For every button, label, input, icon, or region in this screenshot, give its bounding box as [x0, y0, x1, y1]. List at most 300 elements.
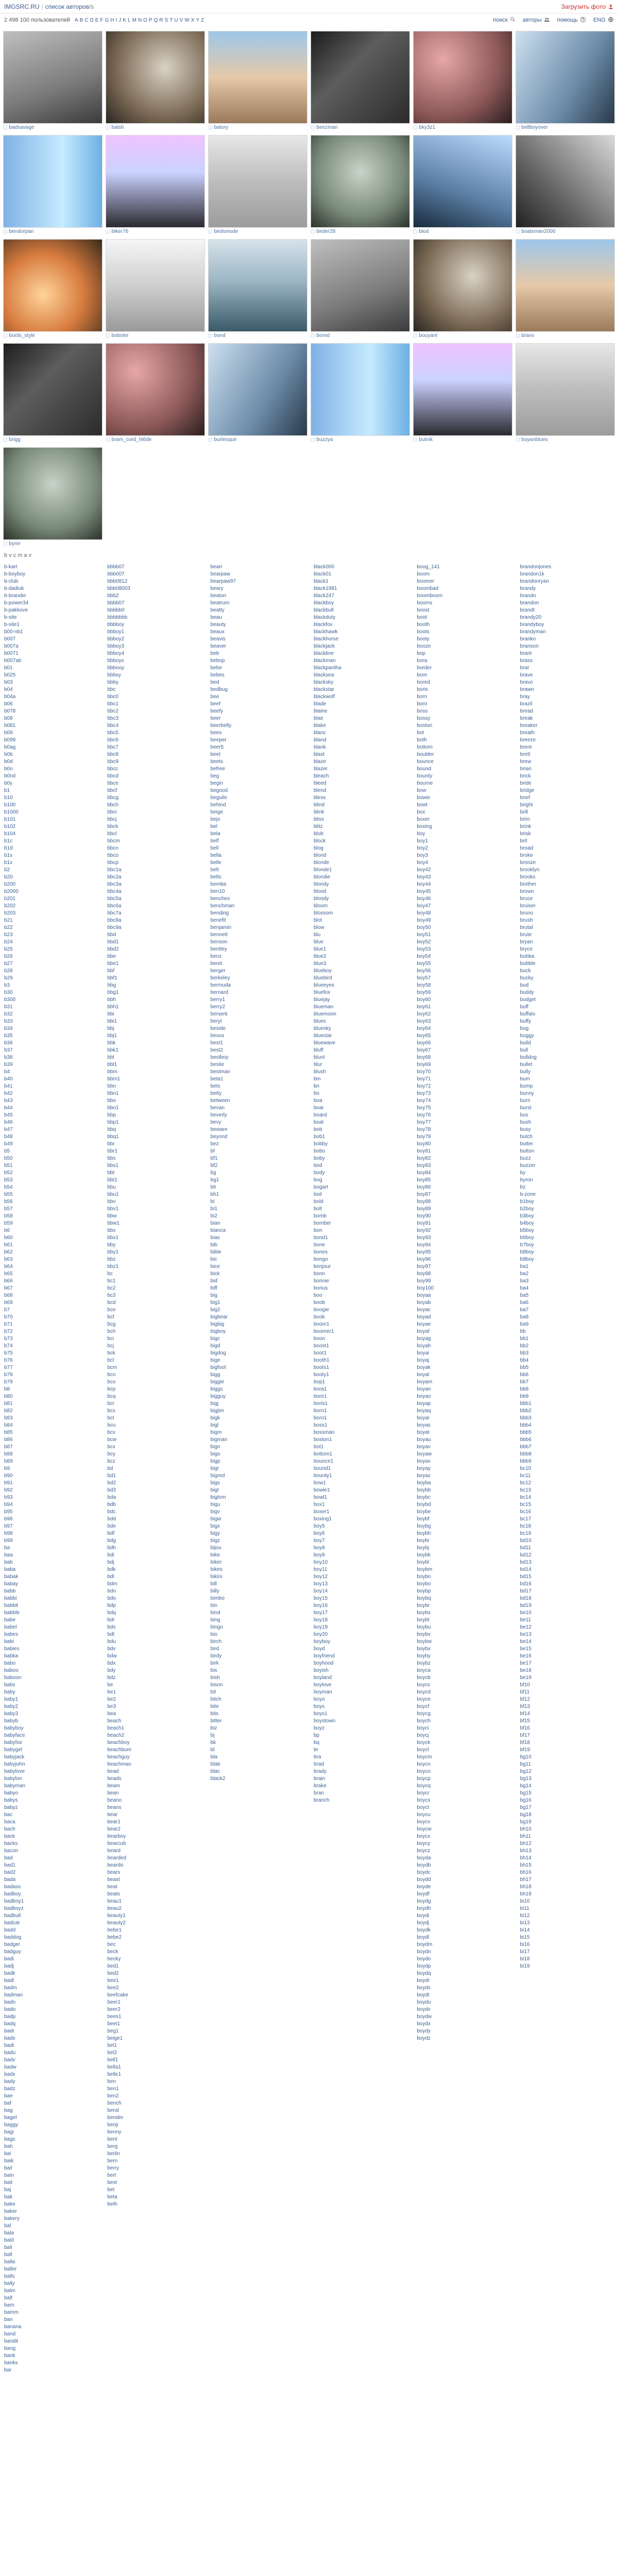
- letter-link[interactable]: X: [191, 17, 195, 23]
- user-link[interactable]: bco: [107, 1379, 116, 1385]
- user-link[interactable]: bde: [107, 1523, 116, 1529]
- user-link[interactable]: bella: [210, 853, 221, 858]
- user-link[interactable]: b0n: [4, 766, 13, 772]
- user-link[interactable]: bang: [4, 2346, 16, 2351]
- user-link[interactable]: boy78: [417, 1127, 431, 1132]
- user-link[interactable]: bagi: [4, 2129, 14, 2135]
- user-link[interactable]: boycp: [417, 1776, 431, 1782]
- user-link[interactable]: b1c: [4, 838, 13, 844]
- user-link[interactable]: b-zone: [520, 1192, 536, 1197]
- user-link[interactable]: bdf: [107, 1531, 115, 1536]
- user-link[interactable]: best1: [210, 1040, 224, 1046]
- user-link[interactable]: boyab: [417, 1300, 431, 1306]
- letter-link[interactable]: B: [79, 17, 83, 23]
- user-link[interactable]: boyaq: [417, 1408, 431, 1414]
- user-link[interactable]: boydt: [417, 1992, 430, 1998]
- user-link[interactable]: bot1: [313, 1444, 324, 1450]
- user-link[interactable]: bryce: [520, 946, 533, 952]
- user-link[interactable]: bdd: [107, 1516, 116, 1522]
- user-link[interactable]: boyag: [417, 1336, 431, 1342]
- user-link[interactable]: behind: [210, 802, 226, 808]
- user-link[interactable]: boy94: [417, 1242, 431, 1248]
- thumbnail-label[interactable]: [208, 437, 307, 443]
- user-link[interactable]: b-club: [4, 579, 19, 584]
- user-link[interactable]: bcu: [107, 1422, 116, 1428]
- user-link[interactable]: beary: [210, 586, 224, 591]
- user-link[interactable]: bees: [210, 730, 222, 736]
- thumbnail-username[interactable]: buzzya: [316, 437, 333, 443]
- thumbnail-username[interactable]: buyanblues: [521, 437, 548, 443]
- user-link[interactable]: bright: [520, 802, 533, 808]
- user-link[interactable]: boy15: [313, 1596, 328, 1601]
- user-link[interactable]: bc15: [520, 1502, 531, 1507]
- user-link[interactable]: badp: [4, 2014, 16, 2020]
- user-link[interactable]: bowl: [417, 802, 427, 808]
- user-link[interactable]: bf16: [520, 1725, 530, 1731]
- user-link[interactable]: boy47: [417, 903, 431, 909]
- user-link[interactable]: billy: [210, 1588, 219, 1594]
- user-link[interactable]: bc14: [520, 1495, 531, 1500]
- user-link[interactable]: bike: [210, 1552, 220, 1558]
- user-link[interactable]: bbby: [107, 680, 119, 685]
- user-link[interactable]: bce: [107, 1307, 116, 1313]
- thumbnail-username[interactable]: bond: [214, 333, 226, 338]
- user-link[interactable]: blend: [313, 788, 327, 793]
- user-link[interactable]: boybp: [417, 1588, 431, 1594]
- user-link[interactable]: bak: [4, 2194, 13, 2200]
- user-link[interactable]: bbb007: [107, 571, 125, 577]
- user-link[interactable]: booty1: [313, 1372, 330, 1378]
- user-link[interactable]: boy100: [417, 1285, 434, 1291]
- user-link[interactable]: boybs: [417, 1610, 431, 1616]
- user-link[interactable]: bake: [4, 2201, 15, 2207]
- user-link[interactable]: benjamin: [210, 925, 232, 930]
- user-link[interactable]: bad: [4, 1855, 13, 1861]
- user-link[interactable]: blitz: [313, 824, 323, 829]
- user-link[interactable]: bel: [210, 824, 218, 829]
- user-link[interactable]: burn: [520, 1098, 530, 1104]
- user-link[interactable]: bail: [4, 2165, 12, 2171]
- user-link[interactable]: badman: [4, 1992, 23, 1998]
- user-link[interactable]: bh17: [520, 1877, 531, 1883]
- user-link[interactable]: budget: [520, 997, 536, 1003]
- user-link[interactable]: bump: [520, 1083, 533, 1089]
- user-link[interactable]: bd17: [520, 1588, 531, 1594]
- user-link[interactable]: beg: [210, 773, 219, 779]
- user-link[interactable]: bora: [417, 658, 427, 664]
- user-link[interactable]: b40: [4, 1076, 13, 1082]
- user-link[interactable]: boy48: [417, 910, 431, 916]
- user-link[interactable]: brandy20: [520, 615, 542, 620]
- user-link[interactable]: b10: [4, 795, 13, 801]
- user-link[interactable]: boyd: [313, 1646, 325, 1652]
- user-link[interactable]: boy3: [417, 853, 428, 858]
- user-link[interactable]: bg: [210, 1170, 216, 1176]
- user-link[interactable]: baby1: [4, 1697, 19, 1702]
- user-link[interactable]: bon: [313, 1228, 322, 1233]
- user-link[interactable]: bones: [313, 1249, 328, 1255]
- letter-link[interactable]: I: [115, 17, 117, 23]
- user-link[interactable]: brandy: [520, 586, 536, 591]
- user-link[interactable]: bow: [417, 788, 426, 793]
- user-link[interactable]: bad1: [4, 1862, 16, 1868]
- user-link[interactable]: bi11: [520, 1906, 529, 1911]
- user-link[interactable]: bedbug: [210, 687, 228, 692]
- user-link[interactable]: blackfox: [313, 622, 333, 628]
- user-link[interactable]: b-power34: [4, 600, 29, 606]
- thumbnail-image[interactable]: [3, 447, 102, 540]
- user-link[interactable]: bebop: [210, 658, 225, 664]
- user-link[interactable]: boy69: [417, 1062, 431, 1067]
- user-link[interactable]: boy53: [417, 946, 431, 952]
- user-link[interactable]: bad2: [4, 1870, 16, 1875]
- user-link[interactable]: bbc3: [107, 716, 119, 721]
- user-link[interactable]: bdq: [107, 1610, 116, 1616]
- user-link[interactable]: bbb6: [520, 1437, 531, 1443]
- user-link[interactable]: brave: [520, 672, 533, 678]
- user-link[interactable]: bh: [210, 1184, 216, 1190]
- thumbnail-image[interactable]: [106, 343, 205, 436]
- user-link[interactable]: blueeyes: [313, 982, 335, 988]
- user-link[interactable]: boy55: [417, 961, 431, 967]
- user-link[interactable]: body: [313, 1170, 325, 1176]
- user-link[interactable]: blackhorse: [313, 636, 339, 642]
- user-link[interactable]: bigman: [210, 1437, 228, 1443]
- user-link[interactable]: boxer1: [313, 1509, 330, 1515]
- user-link[interactable]: boy64: [417, 1026, 431, 1031]
- user-link[interactable]: boydv: [417, 2007, 431, 2012]
- user-link[interactable]: bel2: [107, 2050, 117, 2056]
- user-link[interactable]: boy54: [417, 954, 431, 959]
- user-link[interactable]: b20: [4, 874, 13, 880]
- user-link[interactable]: beau2: [107, 1906, 122, 1911]
- user-link[interactable]: boy4: [417, 860, 428, 866]
- user-link[interactable]: bigd: [210, 1343, 220, 1349]
- user-link[interactable]: bolt: [313, 1206, 322, 1212]
- user-link[interactable]: babo: [4, 1660, 16, 1666]
- user-link[interactable]: bbboy3: [107, 643, 125, 649]
- user-link[interactable]: bernard: [210, 990, 229, 995]
- user-link[interactable]: bit: [210, 1689, 216, 1695]
- user-link[interactable]: boombad: [417, 586, 439, 591]
- user-link[interactable]: brutal: [520, 925, 533, 930]
- user-link[interactable]: boyba: [417, 1480, 431, 1486]
- user-link[interactable]: bern: [107, 2158, 118, 2164]
- user-link[interactable]: bend: [107, 2108, 119, 2113]
- user-link[interactable]: bcg: [107, 1321, 116, 1327]
- user-link[interactable]: buffalo: [520, 1011, 536, 1017]
- user-link[interactable]: bar: [4, 2367, 12, 2373]
- user-link[interactable]: bado: [4, 2007, 16, 2012]
- user-link[interactable]: boyaw: [417, 1451, 432, 1457]
- user-link[interactable]: bleed: [313, 781, 327, 786]
- thumbnail-username[interactable]: burlesque: [214, 437, 237, 443]
- user-link[interactable]: boy6: [313, 1531, 325, 1536]
- user-link[interactable]: boy57: [417, 975, 431, 981]
- user-link[interactable]: bison: [210, 1682, 223, 1688]
- thumbnail-card[interactable]: [413, 239, 512, 341]
- user-link[interactable]: babies: [4, 1646, 20, 1652]
- thumbnail-card[interactable]: [106, 31, 205, 133]
- thumbnail-username[interactable]: blod: [419, 229, 429, 234]
- user-link[interactable]: brandon: [520, 600, 539, 606]
- user-link[interactable]: brother: [520, 882, 537, 887]
- user-link[interactable]: bbcp: [107, 860, 119, 866]
- user-link[interactable]: babyb: [4, 1718, 19, 1724]
- user-link[interactable]: bamm: [4, 2310, 19, 2315]
- user-link[interactable]: birdy: [210, 1653, 222, 1659]
- thumbnail-card[interactable]: [208, 343, 307, 445]
- user-link[interactable]: boy79: [417, 1134, 431, 1140]
- user-link[interactable]: bbcg: [107, 795, 119, 801]
- user-link[interactable]: boil: [313, 1192, 322, 1197]
- user-link[interactable]: boydl: [417, 1935, 430, 1940]
- letter-link[interactable]: L: [128, 17, 131, 23]
- thumbnail-label[interactable]: [311, 437, 410, 443]
- user-link[interactable]: bcx: [107, 1444, 115, 1450]
- user-link[interactable]: brandt: [520, 607, 535, 613]
- thumbnail-image[interactable]: [208, 343, 307, 436]
- user-link[interactable]: boybv: [417, 1632, 431, 1637]
- user-link[interactable]: bearboy: [107, 1834, 126, 1839]
- user-link[interactable]: ben: [107, 2079, 116, 2084]
- user-link[interactable]: blu: [313, 932, 321, 938]
- user-link[interactable]: beatty: [210, 607, 225, 613]
- user-link[interactable]: blackpantha: [313, 665, 341, 671]
- thumbnail-label[interactable]: [516, 437, 615, 443]
- user-link[interactable]: begood: [210, 788, 228, 793]
- user-link[interactable]: bcf: [107, 1314, 114, 1320]
- user-link[interactable]: bg16: [520, 1798, 531, 1803]
- user-link[interactable]: brass: [520, 658, 533, 664]
- user-link[interactable]: boybz: [417, 1660, 431, 1666]
- user-link[interactable]: bbb8: [520, 1451, 531, 1457]
- user-link[interactable]: begin: [210, 781, 224, 786]
- user-link[interactable]: bd: [107, 1466, 113, 1471]
- user-link[interactable]: b0y: [4, 781, 13, 786]
- user-link[interactable]: boycg: [417, 1711, 431, 1717]
- letter-link[interactable]: T: [169, 17, 173, 23]
- thumbnail-image[interactable]: [208, 135, 307, 228]
- thumbnail-username[interactable]: bouyant: [419, 333, 438, 338]
- user-link[interactable]: blackhawk: [313, 629, 338, 635]
- user-link[interactable]: beth: [107, 2201, 117, 2207]
- user-link[interactable]: byron: [520, 1177, 533, 1183]
- user-link[interactable]: boyo: [313, 1697, 325, 1702]
- thumbnail-username[interactable]: balsh: [111, 125, 124, 130]
- user-link[interactable]: beano: [107, 1798, 122, 1803]
- letter-link[interactable]: Q: [153, 17, 158, 23]
- user-link[interactable]: bbbbbbb: [107, 615, 128, 620]
- user-link[interactable]: baby2: [4, 1704, 19, 1709]
- thumbnail-card[interactable]: [106, 239, 205, 341]
- user-link[interactable]: bianca: [210, 1228, 226, 1233]
- user-link[interactable]: bf14: [520, 1711, 530, 1717]
- user-link[interactable]: b099: [4, 737, 16, 743]
- thumbnail-image[interactable]: [311, 239, 410, 332]
- user-link[interactable]: brandonryan: [520, 579, 549, 584]
- user-link[interactable]: bc10: [520, 1466, 531, 1471]
- user-link[interactable]: bbf1: [107, 975, 117, 981]
- user-link[interactable]: bud: [520, 982, 529, 988]
- user-link[interactable]: beet: [210, 752, 221, 757]
- user-link[interactable]: bbu1: [107, 1192, 119, 1197]
- user-link[interactable]: berry1: [210, 997, 226, 1003]
- thumbnail-label[interactable]: [3, 437, 102, 443]
- user-link[interactable]: blair: [313, 716, 323, 721]
- user-link[interactable]: babyface: [4, 1733, 25, 1738]
- user-link[interactable]: bbd: [107, 932, 116, 938]
- user-link[interactable]: boy84: [417, 1170, 431, 1176]
- user-link[interactable]: bot: [417, 730, 424, 736]
- user-link[interactable]: boyak: [417, 1365, 431, 1370]
- user-link[interactable]: boybq: [417, 1596, 431, 1601]
- user-link[interactable]: broke: [520, 853, 533, 858]
- user-link[interactable]: bottom1: [313, 1451, 333, 1457]
- user-link[interactable]: buff: [520, 1004, 529, 1010]
- user-link[interactable]: bets: [210, 1083, 220, 1089]
- letter-link[interactable]: Y: [196, 17, 200, 23]
- user-link[interactable]: b01: [4, 665, 13, 671]
- user-link[interactable]: b95: [4, 1509, 13, 1515]
- user-link[interactable]: bla: [210, 1754, 218, 1760]
- user-link[interactable]: bonn: [313, 1271, 325, 1277]
- user-link[interactable]: boyau: [417, 1437, 431, 1443]
- user-link[interactable]: brandyboy: [520, 622, 544, 628]
- user-link[interactable]: boydf: [417, 1891, 430, 1897]
- user-link[interactable]: b104: [4, 831, 16, 837]
- user-link[interactable]: bads: [4, 2036, 15, 2041]
- user-link[interactable]: bbc7a: [107, 910, 122, 916]
- user-link[interactable]: bejo: [210, 817, 220, 822]
- user-link[interactable]: boom: [417, 571, 430, 577]
- user-link[interactable]: bcw: [107, 1437, 117, 1443]
- user-link[interactable]: bally: [4, 2281, 15, 2286]
- user-link[interactable]: boydb: [417, 1862, 431, 1868]
- user-link[interactable]: boydx: [417, 2021, 431, 2027]
- thumbnail-label[interactable]: [311, 229, 410, 234]
- user-link[interactable]: bigz: [210, 1538, 220, 1544]
- user-link[interactable]: beeper: [210, 737, 227, 743]
- user-link[interactable]: bluesky: [313, 1026, 331, 1031]
- user-link[interactable]: bevy: [210, 1120, 221, 1125]
- user-link[interactable]: brawn: [520, 687, 534, 692]
- user-link[interactable]: boy46: [417, 896, 431, 902]
- user-link[interactable]: bonnie: [313, 1278, 330, 1284]
- user-link[interactable]: blazer: [313, 766, 328, 772]
- user-link[interactable]: bbbbb0: [107, 607, 125, 613]
- user-link[interactable]: bbs: [107, 1156, 116, 1161]
- user-link[interactable]: boomer1: [313, 1329, 334, 1334]
- user-link[interactable]: boat: [313, 1120, 324, 1125]
- user-link[interactable]: boycq: [417, 1783, 431, 1789]
- user-link[interactable]: b41: [4, 1083, 13, 1089]
- user-link[interactable]: bb6: [520, 1372, 529, 1378]
- user-link[interactable]: ba5: [520, 1293, 529, 1298]
- user-link[interactable]: b1d: [4, 845, 13, 851]
- user-link[interactable]: bbbb07: [107, 600, 125, 606]
- user-link[interactable]: b29: [4, 975, 13, 981]
- user-link[interactable]: bg1: [210, 1177, 219, 1183]
- user-link[interactable]: boydw: [417, 2014, 432, 2020]
- user-link[interactable]: bbe: [107, 954, 116, 959]
- user-link[interactable]: beryl: [210, 1019, 222, 1024]
- user-link[interactable]: beauty2: [107, 1920, 126, 1926]
- user-link[interactable]: benches: [210, 896, 230, 902]
- user-link[interactable]: babbi: [4, 1596, 17, 1601]
- user-link[interactable]: boxing: [417, 824, 432, 829]
- user-link[interactable]: bbc6: [107, 737, 119, 743]
- user-link[interactable]: beige: [210, 809, 224, 815]
- user-link[interactable]: boych: [417, 1718, 431, 1724]
- user-link[interactable]: b101: [4, 817, 16, 822]
- thumbnail-label[interactable]: [3, 229, 102, 234]
- user-link[interactable]: boybo: [417, 1581, 431, 1587]
- user-link[interactable]: bbo1: [107, 1105, 119, 1111]
- user-link[interactable]: boycd: [417, 1689, 431, 1695]
- user-link[interactable]: bf10: [520, 1682, 530, 1688]
- user-link[interactable]: b86: [4, 1437, 13, 1443]
- user-link[interactable]: b22: [4, 925, 13, 930]
- user-link[interactable]: bounce: [417, 759, 434, 765]
- user-link[interactable]: bbv1: [107, 1206, 119, 1212]
- user-link[interactable]: black1981: [313, 586, 337, 591]
- user-link[interactable]: bronze: [520, 860, 536, 866]
- user-link[interactable]: bb7: [520, 1379, 529, 1385]
- user-link[interactable]: baba: [4, 1567, 16, 1572]
- user-link[interactable]: bravo: [520, 680, 533, 685]
- thumbnail-label[interactable]: [413, 333, 512, 338]
- user-link[interactable]: bala: [4, 2230, 14, 2236]
- letter-link[interactable]: S: [164, 17, 168, 23]
- user-link[interactable]: beaton: [210, 593, 227, 599]
- user-link[interactable]: boycv: [417, 1819, 431, 1825]
- user-link[interactable]: bore1: [313, 1394, 327, 1399]
- user-link[interactable]: bbboy1: [107, 629, 125, 635]
- user-link[interactable]: babylove: [4, 1769, 25, 1774]
- user-link[interactable]: bingo: [210, 1624, 224, 1630]
- user-link[interactable]: blondy: [313, 882, 329, 887]
- user-link[interactable]: badz: [4, 2086, 15, 2092]
- user-link[interactable]: bc2: [107, 1285, 116, 1291]
- user-link[interactable]: brandon1k: [520, 571, 544, 577]
- user-link[interactable]: b3boy: [520, 1213, 534, 1219]
- user-link[interactable]: bb8: [520, 1386, 529, 1392]
- user-link[interactable]: b37: [4, 1047, 13, 1053]
- user-link[interactable]: bbh1: [107, 1004, 119, 1010]
- user-link[interactable]: break: [520, 716, 533, 721]
- user-link[interactable]: bdw: [107, 1653, 117, 1659]
- user-link[interactable]: bada: [4, 1877, 16, 1883]
- user-link[interactable]: boy93: [417, 1235, 431, 1241]
- user-link[interactable]: bal: [4, 2223, 11, 2229]
- thumbnail-card[interactable]: [516, 239, 615, 341]
- top-link-0[interactable]: [493, 16, 516, 24]
- user-link[interactable]: boy74: [417, 1098, 431, 1104]
- user-link[interactable]: baik: [4, 2158, 14, 2164]
- user-link[interactable]: badcat: [4, 1920, 20, 1926]
- user-link[interactable]: beast: [107, 1877, 120, 1883]
- user-link[interactable]: b82: [4, 1408, 13, 1414]
- user-link[interactable]: b30: [4, 990, 13, 995]
- user-link[interactable]: boyad: [417, 1314, 431, 1320]
- user-link[interactable]: boy9: [313, 1552, 325, 1558]
- user-link[interactable]: bc13: [520, 1487, 531, 1493]
- user-link[interactable]: bi18: [520, 1956, 530, 1962]
- user-link[interactable]: ba4: [520, 1285, 529, 1291]
- user-link[interactable]: bold: [313, 1199, 323, 1205]
- user-link[interactable]: bg17: [520, 1805, 531, 1810]
